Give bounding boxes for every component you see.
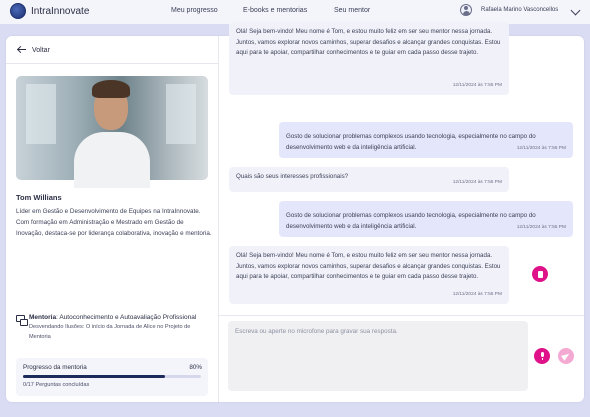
progress-panel	[16, 358, 208, 396]
brand[interactable]	[10, 3, 89, 19]
photo-figure	[74, 132, 150, 188]
mentoria-title-line	[29, 314, 212, 321]
back-button[interactable]	[17, 46, 50, 54]
message-text: Gosto de solucionar problemas complexos usando tecnologia, especialmente no campo do desenvolvimento web e da inteligência artificial.	[286, 211, 536, 230]
send-icon[interactable]	[558, 348, 574, 364]
mentoria-label: Mentoria	[29, 314, 57, 321]
speaker-icon[interactable]	[532, 266, 548, 282]
questions-completed: 0/17 Perguntas concluídas	[23, 382, 90, 388]
chevron-down-icon[interactable]	[571, 6, 581, 16]
mentor-name: Tom Willians	[16, 193, 62, 202]
divider	[6, 63, 218, 64]
mentoria-title: : Autoconhecimento e Autoavaliação Profissional	[56, 314, 197, 321]
user-avatar-icon	[460, 4, 472, 16]
brand-name: IntraInnovate	[31, 5, 90, 17]
chat-message-mentor	[229, 22, 509, 95]
top-navigation-bar	[0, 0, 590, 24]
progress-label: Progresso da mentoria	[23, 364, 87, 371]
mentoria-subtitle: Desvendando Ilusões: O início da Jornada de Alice no Projeto de Mentoria	[29, 324, 191, 340]
message-text: Olá! Seja bem-vindo! Meu nome é Tom, e estou muito feliz em ser seu mentor nessa jornada. Juntos, vamos explorar novos caminhos, superar desafios e alcançar grandes conquistas. Estou aqui para te apoiar, compartilhar conhecimentos e te guiar em cada passo desse trajeto.	[236, 252, 501, 281]
mentor-bio: Líder em Gestão e Desenvolvimento de Equipes na IntraInnovate. Com formação em Administração e Mestrado em Gestão de Inovação, destaca-se por liderança colaborativa, inovação e mentoria.	[16, 208, 212, 238]
back-label: Voltar	[32, 46, 50, 54]
message-time: 12/11/2024 às 7:55 PM	[516, 225, 566, 231]
message-time: 12/11/2024 às 7:55 PM	[452, 292, 502, 298]
message-text: Quais são seus interesses profissionais?	[236, 173, 349, 180]
user-name: Rafaela Marino Vasconcellos	[481, 7, 559, 13]
chat-message-mentor	[229, 167, 509, 192]
chat-messages[interactable]	[219, 28, 584, 315]
progress-percent: 80%	[189, 364, 202, 371]
mentor-chat-card	[6, 28, 584, 402]
progress-bar-fill	[23, 375, 165, 378]
nav-link-seu-mentor[interactable]: Seu mentor	[334, 7, 371, 14]
mentor-photo	[16, 76, 208, 180]
nav-link-meu-progresso[interactable]: Meu progresso	[171, 7, 218, 14]
chat-message-mentor	[229, 246, 509, 304]
mentoria-info	[16, 314, 212, 342]
user-menu[interactable]	[460, 4, 558, 16]
message-text: Gosto de solucionar problemas complexos usando tecnologia, especialmente no campo do desenvolvimento web e da inteligência artificial.	[286, 132, 536, 151]
mentoria-icon	[16, 315, 25, 322]
message-text: Olá! Seja bem-vindo! Meu nome é Tom, e estou muito feliz em ser seu mentor nessa jornada. Juntos, vamos explorar novos caminhos, superar desafios e alcançar grandes conquistas. Estou aqui para te apoiar, compartilhar conhecimentos e te guiar em cada passo desse trajeto.	[236, 28, 501, 57]
photo-background	[166, 84, 196, 144]
nav-link-ebooks-mentorias[interactable]: E-books e mentorias	[243, 7, 308, 14]
message-time: 12/11/2024 às 7:55 PM	[452, 180, 502, 186]
chat-message-user	[279, 122, 573, 158]
message-time: 12/11/2024 às 7:55 PM	[516, 146, 566, 152]
photo-figure	[92, 80, 130, 98]
back-arrow-icon	[17, 46, 27, 54]
progress-bar	[23, 375, 201, 378]
photo-background	[26, 84, 56, 144]
chat-message-user	[279, 201, 573, 237]
response-input[interactable]	[228, 321, 528, 391]
divider	[219, 315, 584, 316]
logo-icon	[10, 3, 26, 19]
message-time: 12/11/2024 às 7:55 PM	[452, 83, 502, 89]
microphone-icon[interactable]	[534, 348, 550, 364]
